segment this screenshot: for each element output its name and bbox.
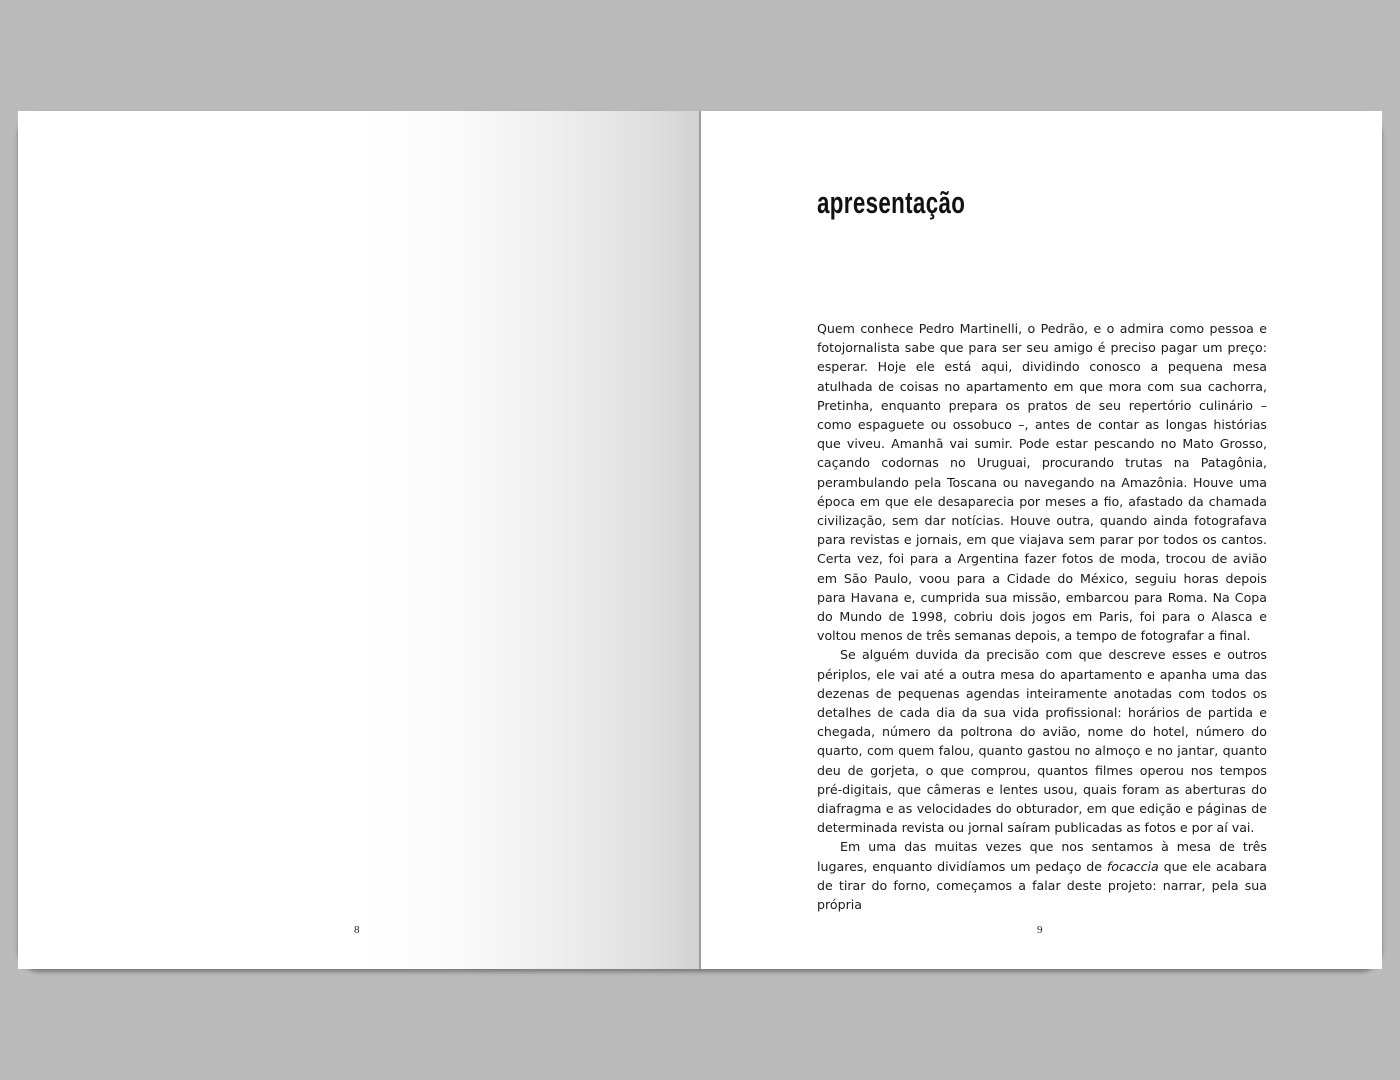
paragraph-1: Quem conhece Pedro Martinelli, o Pedrão, e o admira como pessoa e fotojornalista sabe que para ser seu amigo é preciso pagar um preço: esperar. Hoje ele está aqui, dividindo conosco a pequena mesa atulhada de coisas no apartamento em que mora com sua cachorra, Pretinha, enquanto prepara os pratos de seu repertório culinário – como espaguete ou ossobuco –, antes de contar as longas histórias que viveu. Amanhã vai sumir. Pode estar pescando no Mato Grosso, caçando codornas no Uruguai, procurando trutas na Patagônia, perambulando pela Toscana ou navegando na Amazônia. Houve uma época em que ele desaparecia por meses a fio, afastado da chamada civilização, sem dar notícias. Houve outra, quando ainda fotografava para revistas e jornais, em que viajava sem parar por todos os cantos. Certa vez, foi para a Argentina fazer fotos de moda, trocou de avião em São Paulo, voou para a Cidade do México, seguiu horas depois para Havana e, cumprida sua missão, embarcou para Roma. Na Copa do Mundo de 1998, cobriu dois jogos em Paris, foi para o Alasca e voltou menos de três semanas depois, a tempo de fotografar a final. — [817, 321, 1267, 644]
italic-word: focaccia — [1106, 858, 1159, 874]
right-page — [701, 111, 1382, 969]
paragraph-3-text-after: que ele acabara de tirar do forno, começamos a falar deste projeto: narrar, pela sua própria — [817, 858, 1267, 913]
page-number-left: 8 — [354, 924, 360, 936]
book-spread — [18, 111, 1382, 969]
chapter-title: apresentação — [817, 185, 966, 220]
paragraph-2: Se alguém duvida da precisão com que descreve esses e outros périplos, ele vai até a outra mesa do apartamento e apanha uma das dezenas de pequenas agendas inteiramente anotadas com todos os detalhes de cada dia da sua vida profissional: horários de partida e chegada, número da poltrona do avião, nome do hotel, número do quarto, com quem falou, quanto gastou no almoço e no jantar, quanto deu de gorjeta, o que comprou, quantos filmes operou nos tempos pré-digitais, que câmeras e lentes usou, quais foram as aberturas do diafragma e as velocidades do obturador, em que edição e páginas de determinada revista ou jornal saíram publicadas as fotos e por aí vai. — [817, 647, 1267, 836]
paragraph-3 — [817, 837, 1267, 914]
body-text — [817, 319, 1267, 913]
paragraph-3-text-before: Em uma das muitas vezes que nos sentamos à mesa de três lugares, enquanto dividíamos um pedaço de — [817, 839, 1267, 874]
left-page — [18, 111, 699, 969]
page-number-right: 9 — [1037, 924, 1043, 936]
